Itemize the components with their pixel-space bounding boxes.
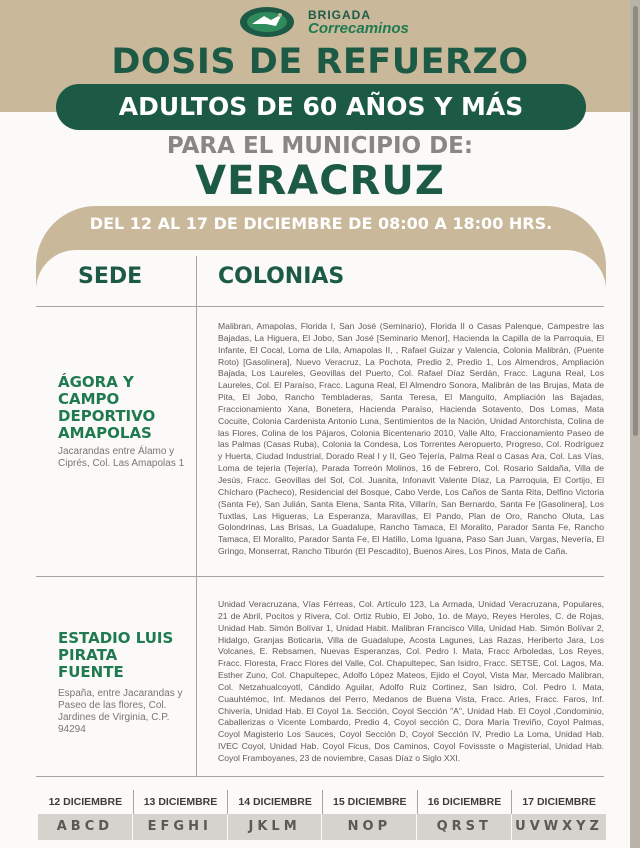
header-divider — [36, 306, 604, 307]
sede-name: ESTADIO LUIS PIRATA FUENTE — [58, 629, 174, 681]
schedule-letters: UVWXYZ — [512, 814, 606, 840]
column-divider — [196, 256, 197, 776]
colonias-list: Unidad Veracruzana, Vías Férreas, Col. Artículo 123, La Armada, Unidad Veracruzana, Populares, 21 de Abril, Pocitos y Rivera, Col. Ortiz Rubio, El Jobo, 1o. de Mayo, Reyes Heroles, C. de Rojas, Unidad Hab. Simón Bolívar 1, Unidad Habit. Malibran Francisco Villa, Unidad Hab. Simón Bolívar 2, Hidalgo, Granjas Boticaria, Villa de Guadalupe, Acosta Lagunes, Las Razas, Heriberto Jara, Los Volcanes, E. Rebsamen, Nuevas Esperanzas, Col. Pedro I. Mata, Fracc Arboledas, Los Reyes, Fracc. Floresta, Fracc Flores del Valle, Col. Chapultepec, San Isidro, Fracc. SETSE, Col. Lagos, Ma. Esther Zuno, Col. Chapultepec, Adolfo López Mateos, Ejido el Coyol, Vista Mar, Mercado Malibran, Col. Netzahualcoyotl, Cándido Aguilar, Adolfo Ruiz Cortinez, San Isidro, Col. Pedro I. Mata, Cuauhtémoc, Inf. Medanos del Perro, Medanos de Buena Vista, Fracc. Aries, Fracc. Faros, Inf. Chivería, Unidad Hab. El Coyol 1a. Sección, Coyol Sección "A", Unidad Hab. El Coyol ,Condominio, Caballerizas o Vicente Lombardo, Predio 4, Coyol sección C, Dora María Treviño, Coyol Palmas, Coyol Magisterio Los Sauces, Coyol Sección D, Coyol Sección IV, Predio La Loma, Unidad Hab. IVEC Coyol, Unidad Hab. Coyol Ficus, Dos Caminos, Coyol Fovissste o Magisterial, Unidad Hab. Coyol Framboyanes, 23 de noviembre, Casas Díaz o Siglo XXI. — [218, 599, 604, 763]
brigada-logo-icon — [238, 4, 296, 40]
schedule-letters: NOP — [322, 814, 416, 840]
sede-address: España, entre Jacarandas y Paseo de las flores, Col. Jardines de Virginia, C.P. 94294 — [58, 688, 183, 735]
schedule-day: 16 DICIEMBRE — [417, 790, 512, 814]
table-bottom-divider — [36, 776, 604, 777]
sede-name: ÁGORA Y CAMPO DEPORTIVO AMAPOLAS — [58, 373, 156, 442]
colonias-list: Malibran, Amapolas, Florida I, San José (Seminario), Florida II o Casas Palenque, Campestre las Bajadas, La Higuera, El Jobo, San José [Seminario Menor], Hacienda la Capilla de la Parroquia, El Infante, El Cocal, Loma de Lila, Amapolas II, , Rafael Guizar y Valencia, Colonia Malibrán, (Puente Roto) [Gasolinera], Nuevo Veracruz, La Pochota, Predio 2, Predio 1, Los Almendros, Ampliación Bajada, Los Laureles, Geovillas del Puerto, Col. Rafael Díaz Serdán, Fracc. Laguna Real, Los Laureles, Col. El Paraíso, Fracc. Laguna Real, El Almendro Sonora, Malibrán de las Brujas, Mata de Pita, El Jobo, Rancho Tembladeras, Santa Teresa, El Manguito, Ampliación las Bajadas, Fraccionamiento Xana, Bonetera, Hacienda Paraíso, Hacienda Sotavento, Dos Lomas, Mata Cocuite, Colonia Cardenista Antonio Luna, Sentimientos de la Nación, Unidad Antorchista, Colina de las Flores, Colina de los Pájaros, Colonia Bicentenario 2010, Valle Alto, Fraccionamiento Paseo de las Palmas (Casas Ruba), Colonia la Condesa, Los Torrentes Aeropuerto, Progreso, Col. Rodríguez y Huerta, Ciudad Industrial, Dorado Real I y II, Geo Tejería, Palma Real o Casas Ara, Col. Las Vías, Loma de tejería (Tejería), Parada Torreón Molinos, 16 de Febrero, Col. Rosario Saldaña, Villa de Jesús, Fracc. Geovillas del Sol, Col. Juanita, Infonavit Valente Díaz, La Parroquia, El Cortijo, El Chícharo (Pacheco), Residencial del Bosque, Cabo Verde, Los Caños de Santa Rita, Delfino Victoria (Santa Fe), San Julián, Santa Elena, Santa Rita, Villarín, San Bernardo, Santa Fe [Gasolinera], Los Tuxtlas, Las Higueras, La Esperanza, Maravillas, El Pando, Plan de Oro, Rancho Oluta, Las Golondrinas, Las Brisas, La Guadalupe, Rancho Tamaca, El Moralito, Parador Santa Fe, Rancho Tamaca, El Moralito, Parador Santa Fe, El Hatillo, Loma Iguana, Paso San Juan, Vargas, Nevería, El Gringo, Monserrat, Rancho Tiburón (El Pescadito), Buenos Aires, Los Pinos, Mata de Caña. — [218, 321, 604, 557]
page-title: DOSIS DE REFUERZO — [111, 42, 529, 82]
brand-line-2: Correcaminos — [308, 20, 409, 37]
municipio-name: VERACRUZ — [195, 158, 445, 204]
column-header-colonias: COLONIAS — [218, 264, 345, 289]
schedule-day: 13 DICIEMBRE — [133, 790, 228, 814]
municipio-label: PARA EL MUNICIPIO DE: — [166, 133, 474, 159]
schedule-letters: EFGHI — [133, 814, 227, 840]
sede-address: Jacarandas entre Álamo y Ciprés, Col. Las Amapolas 1 — [58, 446, 185, 469]
schedule-day: 17 DICIEMBRE — [511, 790, 606, 814]
brand-line-1: BRIGADA — [308, 8, 371, 22]
row-divider — [36, 576, 604, 577]
schedule-day: 15 DICIEMBRE — [322, 790, 417, 814]
scrollbar-thumb[interactable] — [633, 6, 638, 436]
subtitle-pill: ADULTOS DE 60 AÑOS Y MÁS — [56, 84, 586, 130]
brand — [308, 8, 409, 36]
schedule-letters-row — [38, 814, 606, 840]
schedule-table — [38, 790, 606, 840]
scrollbar-track[interactable] — [630, 0, 640, 848]
column-header-sede: SEDE — [78, 264, 143, 289]
dates-banner: DEL 12 AL 17 DE DICIEMBRE DE 08:00 A 18:00 HRS. — [89, 214, 553, 233]
schedule-letters: JKLM — [228, 814, 322, 840]
schedule-letters: ABCD — [38, 814, 132, 840]
schedule-days-row — [38, 790, 606, 814]
schedule-letters: QRST — [417, 814, 511, 840]
schedule-day: 14 DICIEMBRE — [227, 790, 322, 814]
schedule-day: 12 DICIEMBRE — [48, 796, 123, 808]
